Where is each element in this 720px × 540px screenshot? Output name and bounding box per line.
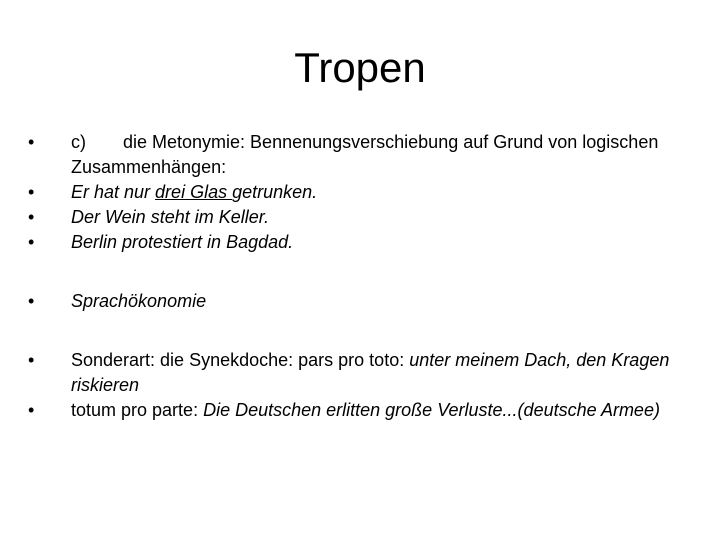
bullet-text: Sprachökonomie xyxy=(71,291,207,311)
bullet-marker: • xyxy=(28,350,35,370)
bullet-marker: • xyxy=(28,232,35,252)
bullet-marker: • xyxy=(28,207,35,227)
bullet-marker: • xyxy=(28,182,35,202)
bullet-marker: • xyxy=(28,291,35,311)
bullet-example-glas xyxy=(28,180,688,205)
example-text: Der Wein steht im Keller. xyxy=(71,207,270,227)
bullet-marker: • xyxy=(28,400,35,420)
bullet-marker: • xyxy=(28,132,35,152)
bullet-text-italic: unter meinem Dach, den Kragen riskieren xyxy=(71,350,670,395)
example-text-underlined: drei Glas xyxy=(155,182,233,202)
bullet-text-italic: Die Deutschen erlitten große Verluste...(deutsche Armee) xyxy=(203,400,660,420)
bullet-list xyxy=(28,130,688,423)
example-text-after: getrunken. xyxy=(232,182,318,202)
bullet-prefix: c) xyxy=(71,132,86,152)
example-text-before: Er hat nur xyxy=(71,182,156,202)
bullet-example-wein xyxy=(28,205,688,230)
bullet-sprachoekonomie xyxy=(28,289,688,314)
bullet-metonymie xyxy=(28,130,688,180)
bullet-synekdoche xyxy=(28,348,688,398)
bullet-totum-pro-parte xyxy=(28,398,688,423)
bullet-text: Sonderart: die Synekdoche: pars pro toto: xyxy=(71,350,410,370)
bullet-example-berlin xyxy=(28,230,688,255)
example-text: Berlin protestiert in Bagdad. xyxy=(71,232,294,252)
slide-title: Tropen xyxy=(294,44,426,91)
bullet-text: die Metonymie: Bennenungsverschiebung auf Grund von logischen Zusammenhängen: xyxy=(71,132,659,177)
bullet-text: totum pro parte: xyxy=(71,400,204,420)
